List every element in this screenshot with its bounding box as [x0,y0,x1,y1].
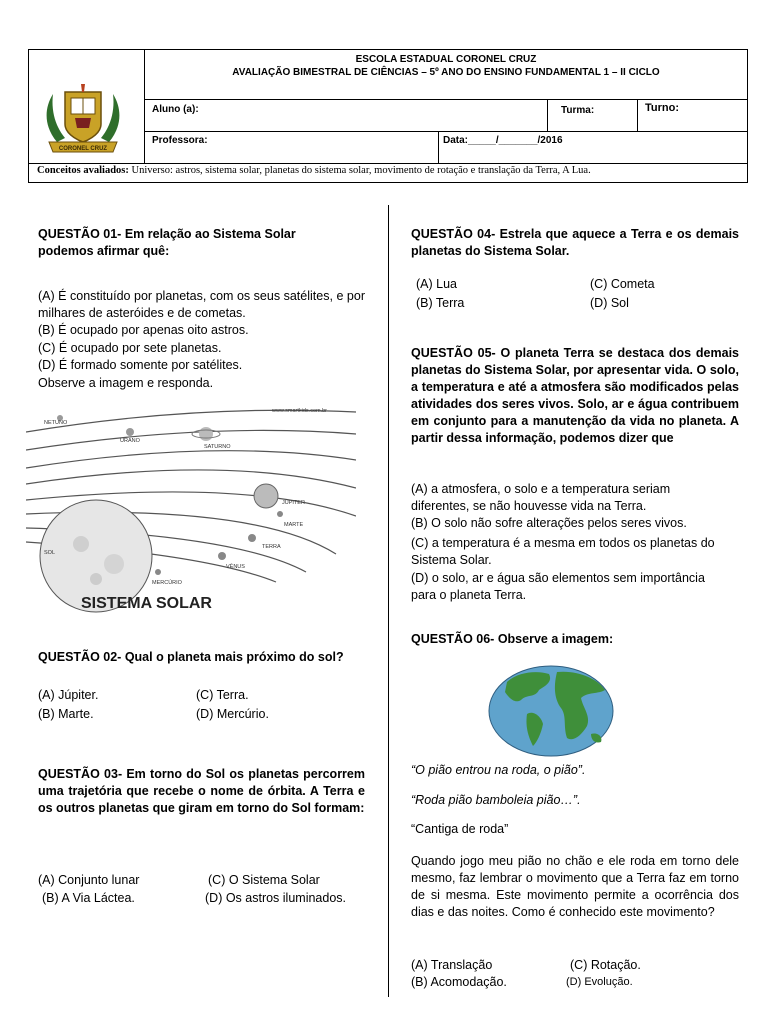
q1-instruction: Observe a imagem e responda. [38,376,214,390]
jupiter-icon [254,484,278,508]
solar-caption: SISTEMA SOLAR [81,595,212,612]
venus-icon [218,552,226,560]
q6-option-d[interactable]: (D) Evolução. [566,976,633,988]
q3-option-d[interactable]: (D) Os astros iluminados. [205,891,347,905]
q6-option-a[interactable]: (A) Translação [411,958,493,972]
q2-option-c[interactable]: (C) Terra. [196,688,249,702]
q1-option-d[interactable]: (D) É formado somente por satélites. [38,358,243,372]
exam-title: AVALIAÇÃO BIMESTRAL DE CIÊNCIAS – 5º ANO DO ENSINO FUNDAMENTAL 1 – II CICLO [232,67,660,78]
aluno-label[interactable]: Aluno (a): [152,104,199,115]
column-divider [388,205,389,997]
q5-option-a[interactable]: (A) a atmosfera, o solo e a temperatura seriam diferentes, se não houvesse vida na Terra. [411,482,671,513]
label-jupiter: JÚPITER [282,500,305,506]
label-marte: MARTE [284,522,304,528]
label-netuno: NETUNO [44,420,68,426]
image-url: www.smartkids.com.br [272,408,328,414]
uranus-icon [126,428,134,436]
label-urano: URANO [120,438,140,444]
earth-icon [248,534,256,542]
professora-label[interactable]: Professora: [152,135,208,146]
header-line [637,99,638,131]
q5-option-d[interactable]: (D) o solo, ar e água são elementos sem importância para o planeta Terra. [411,571,705,602]
q6-title: QUESTÃO 06- Observe a imagem: [411,632,614,646]
globe-image [487,664,615,758]
label-terra: TERRA [262,544,281,550]
data-label[interactable]: Data:_____/_______/2016 [443,135,563,146]
q3-option-a[interactable]: (A) Conjunto lunar [38,873,140,887]
header-line [144,131,748,132]
q2-option-b[interactable]: (B) Marte. [38,707,94,721]
q1-option-c[interactable]: (C) É ocupado por sete planetas. [38,341,222,355]
header-line [438,131,439,163]
q5-title: QUESTÃO 05- O planeta Terra se destaca dos demais planetas do Sistema Solar, por apresentar vida. O solo, a temperatura e até a atmosfera são modificados pelas atividades dos seres vivos. Solo, ar e água contribuem em conjunto para a manutenção da vida no planeta. A partir dessa informação, podemos dizer que [411,346,739,445]
q1-title: QUESTÃO 01- Em relação ao Sistema Solar podemos afirmar quê: [38,227,296,258]
q6-option-c[interactable]: (C) Rotação. [570,958,641,972]
q6-quote-1: “O pião entrou na roda, o pião”. [411,763,586,777]
q6-option-b[interactable]: (B) Acomodação. [411,975,507,989]
header-line [28,163,748,164]
turno-label[interactable]: Turno: [645,102,680,114]
q5-option-b[interactable]: (B) O solo não sofre alterações pelos seres vivos. [411,516,687,530]
conceitos-text: Universo: astros, sistema solar, planetas do sistema solar, movimento de rotação e translação da Terra, A Lua. [128,165,591,176]
q6-quote-2: “Roda pião bamboleia pião…”. [411,793,581,807]
label-sol: SOL [44,550,56,556]
q4-option-d[interactable]: (D) Sol [590,296,629,310]
q3-title: QUESTÃO 03- Em torno do Sol os planetas percorrem uma trajetória que recebe o nome de órbita. A Terra e os outros planetas que giram em torno do Sol formam: [38,767,365,815]
q1-option-a[interactable]: (A) É constituído por planetas, com os seus satélites, e por milhares de asteróides e de cometas. [38,289,365,320]
emblem-ribbon-text: CORONEL CRUZ [58,146,108,152]
globe-icon [489,666,613,756]
q6-text: Quando jogo meu pião no chão e ele roda em torno dele mesmo, faz lembrar o movimento que a Terra faz em torno de si mesma. Este movimento permite a ocorrência dos dias e das noites. Como é conhecido este movimento? [411,854,739,919]
q4-option-a[interactable]: (A) Lua [416,277,457,291]
conceitos-label: Conceitos avaliados: [37,165,129,176]
conceitos-avaliados [37,165,745,176]
solar-system-image [26,404,356,614]
label-saturno: SATURNO [204,444,231,450]
school-emblem [35,80,131,156]
q4-option-b[interactable]: (B) Terra [416,296,465,310]
header-line [144,99,748,100]
saturn-icon [199,427,213,441]
school-name: ESCOLA ESTADUAL CORONEL CRUZ [355,54,537,65]
q3-option-c[interactable]: (C) O Sistema Solar [208,873,320,887]
label-mercurio: MERCÚRIO [152,580,182,586]
header-line [547,99,548,131]
mars-icon [277,511,283,517]
q6-quote-3: “Cantiga de roda” [411,822,509,836]
turma-label[interactable]: Turma: [561,105,595,116]
q2-option-d[interactable]: (D) Mercúrio. [196,707,269,721]
q2-title: QUESTÃO 02- Qual o planeta mais próximo do sol? [38,650,344,664]
q4-title: QUESTÃO 04- Estrela que aquece a Terra e os demais planetas do Sistema Solar. [411,227,739,258]
q2-option-a[interactable]: (A) Júpiter. [38,688,99,702]
q5-option-c[interactable]: (C) a temperatura é a mesma em todos os planetas do Sistema Solar. [411,536,715,567]
q1-option-b[interactable]: (B) É ocupado por apenas oito astros. [38,323,249,337]
q4-option-c[interactable]: (C) Cometa [590,277,655,291]
q3-option-b[interactable]: (B) A Via Láctea. [42,891,135,905]
mercury-icon [155,569,161,575]
label-venus: VÊNUS [226,564,245,570]
